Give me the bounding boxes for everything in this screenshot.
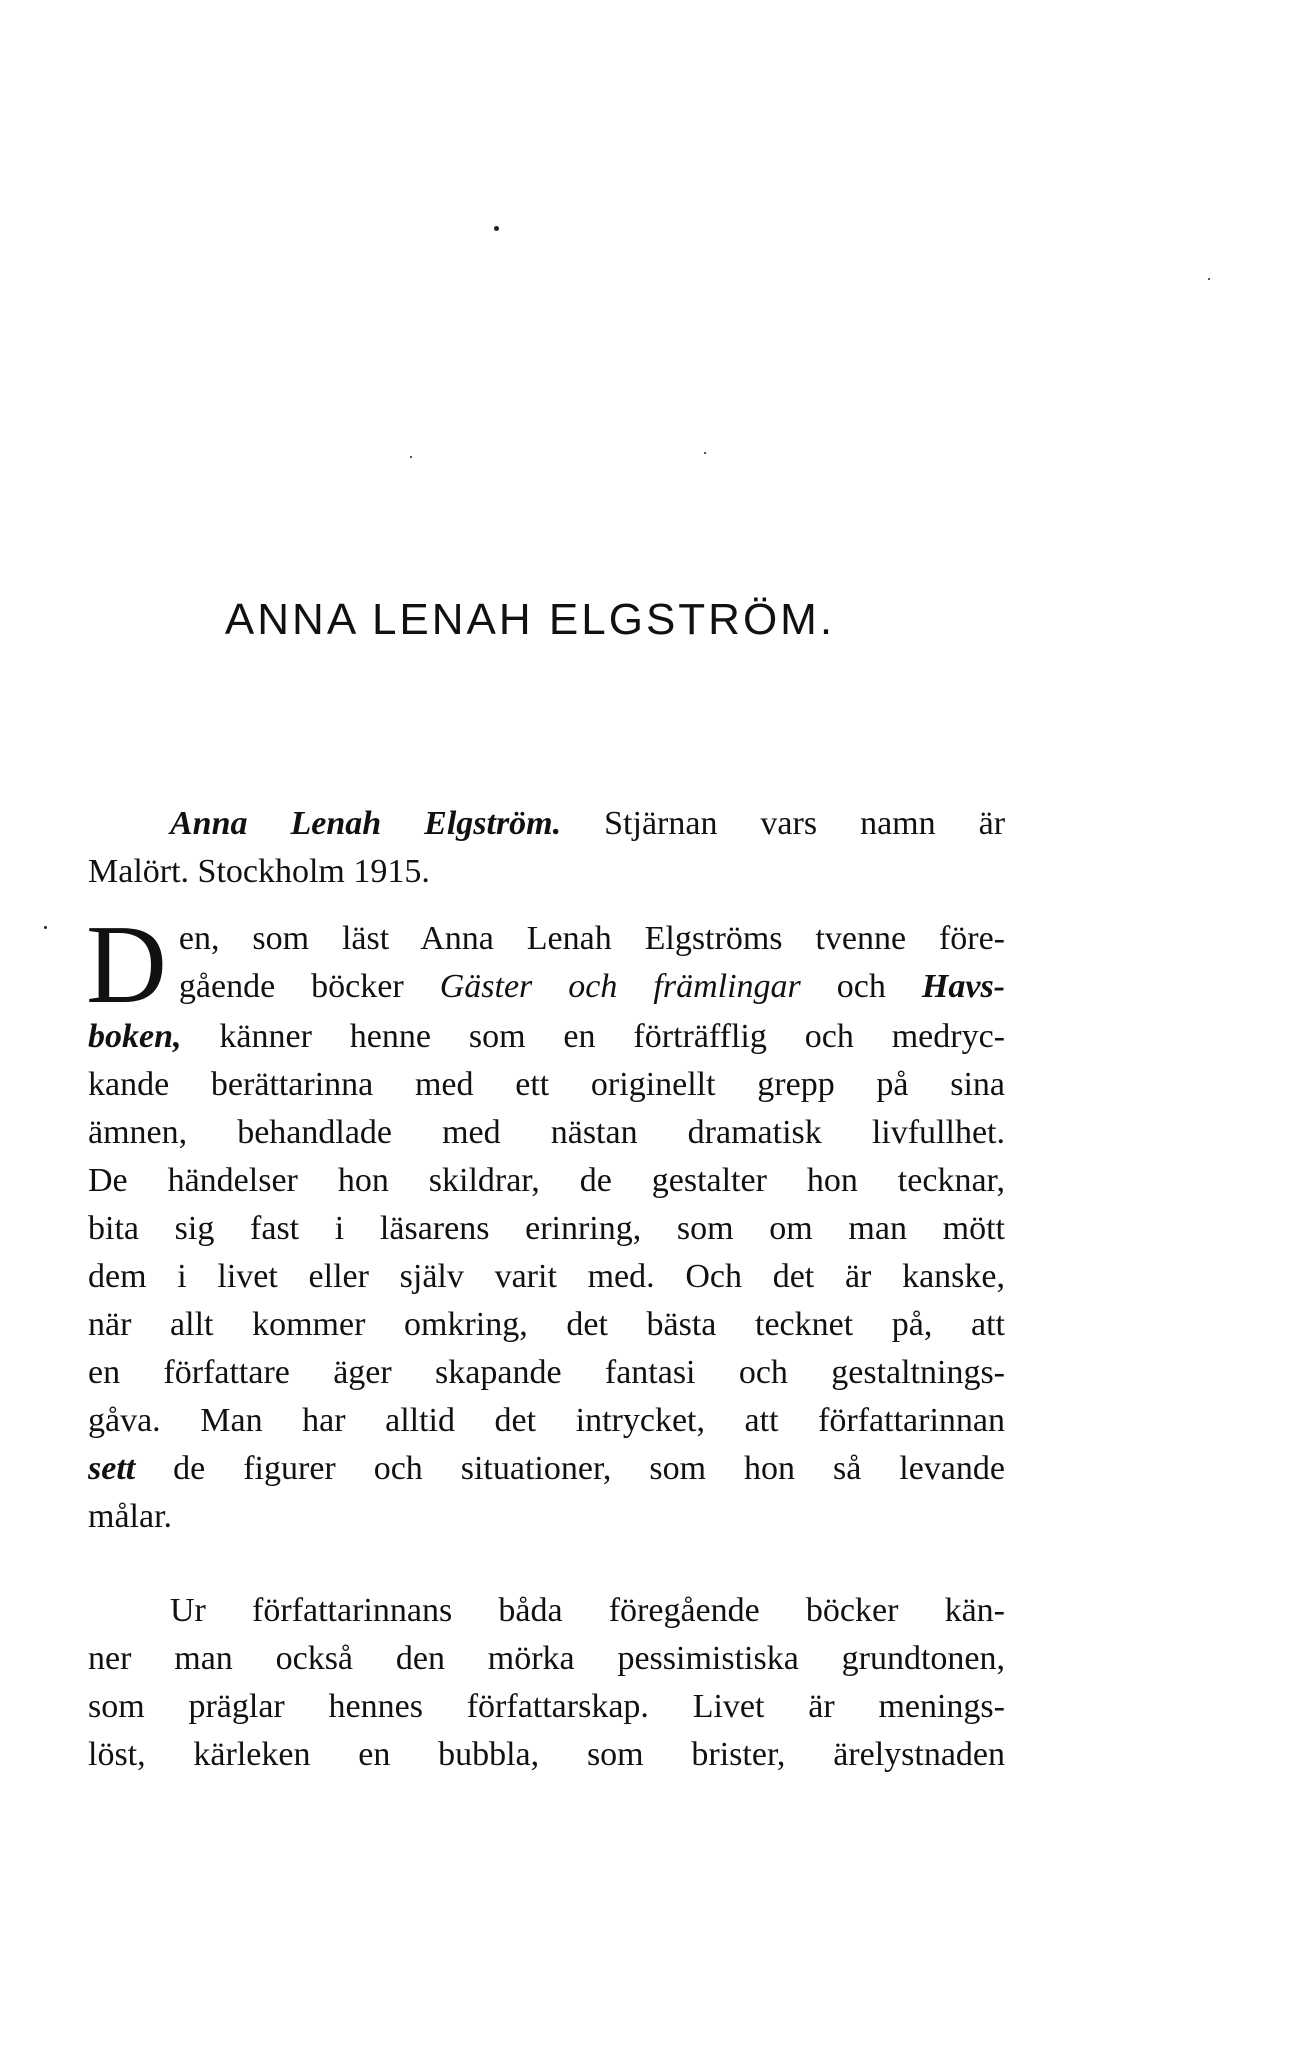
text-line: kande berättarinna med ett originellt grepp på sina bbox=[88, 1066, 1005, 1103]
scan-speck bbox=[494, 226, 499, 231]
text-line: boken, känner henne som en förträfflig och medryc- bbox=[88, 1018, 1005, 1055]
scan-speck bbox=[410, 456, 412, 458]
text-line: Ur författarinnans båda föregående böcker kän- bbox=[170, 1592, 1005, 1629]
text-line: en, som läst Anna Lenah Elgströms tvenne före- bbox=[178, 920, 1005, 957]
reference-line: Malört. Stockholm 1915. bbox=[88, 853, 430, 890]
italic-book-title: boken, bbox=[88, 1018, 182, 1055]
text-line: när allt kommer omkring, det bästa tecknet på, att bbox=[88, 1306, 1005, 1343]
text-line: gående böcker Gäster och främlingar och Havs- bbox=[178, 968, 1005, 1005]
reference-author: Anna Lenah Elgström. bbox=[170, 805, 562, 842]
text-line: löst, kärleken en bubbla, som brister, ärelystnaden bbox=[88, 1736, 1005, 1773]
text-line: gåva. Man har alltid det intrycket, att författarinnan bbox=[88, 1402, 1005, 1439]
paragraph-2 bbox=[88, 1587, 1005, 1779]
text-line: sett de figurer och situationer, som hon så levande bbox=[88, 1450, 1005, 1487]
drop-cap: D bbox=[86, 903, 167, 1027]
paragraph-1 bbox=[86, 903, 1005, 1541]
italic-book-title: Gäster och främlingar bbox=[439, 968, 801, 1005]
text-line: som präglar hennes författarskap. Livet är menings- bbox=[88, 1688, 1005, 1725]
text-line: ner man också den mörka pessimistiska grundtonen, bbox=[88, 1640, 1005, 1677]
italic-book-title: Havs- bbox=[921, 968, 1005, 1005]
text-line: dem i livet eller själv varit med. Och det är kanske, bbox=[88, 1258, 1005, 1295]
italic-emphasis: sett bbox=[88, 1450, 136, 1487]
text-line: bita sig fast i läsarens erinring, som om man mött bbox=[88, 1210, 1005, 1247]
reference-title: Stjärnan vars namn är bbox=[604, 805, 1006, 842]
scan-speck bbox=[704, 452, 706, 454]
reference-line bbox=[88, 800, 1005, 848]
text-line: ämnen, behandlade med nästan dramatisk livfullhet. bbox=[88, 1114, 1005, 1151]
text-line: målar. bbox=[88, 1498, 173, 1535]
text-line: en författare äger skapande fantasi och gestaltnings- bbox=[88, 1354, 1005, 1391]
page-title: ANNA LENAH ELGSTRÖM. bbox=[224, 595, 836, 644]
scan-speck bbox=[1208, 278, 1210, 280]
book-reference bbox=[88, 800, 1005, 896]
text-line: De händelser hon skildrar, de gestalter hon tecknar, bbox=[88, 1162, 1005, 1199]
scan-speck bbox=[44, 926, 47, 929]
